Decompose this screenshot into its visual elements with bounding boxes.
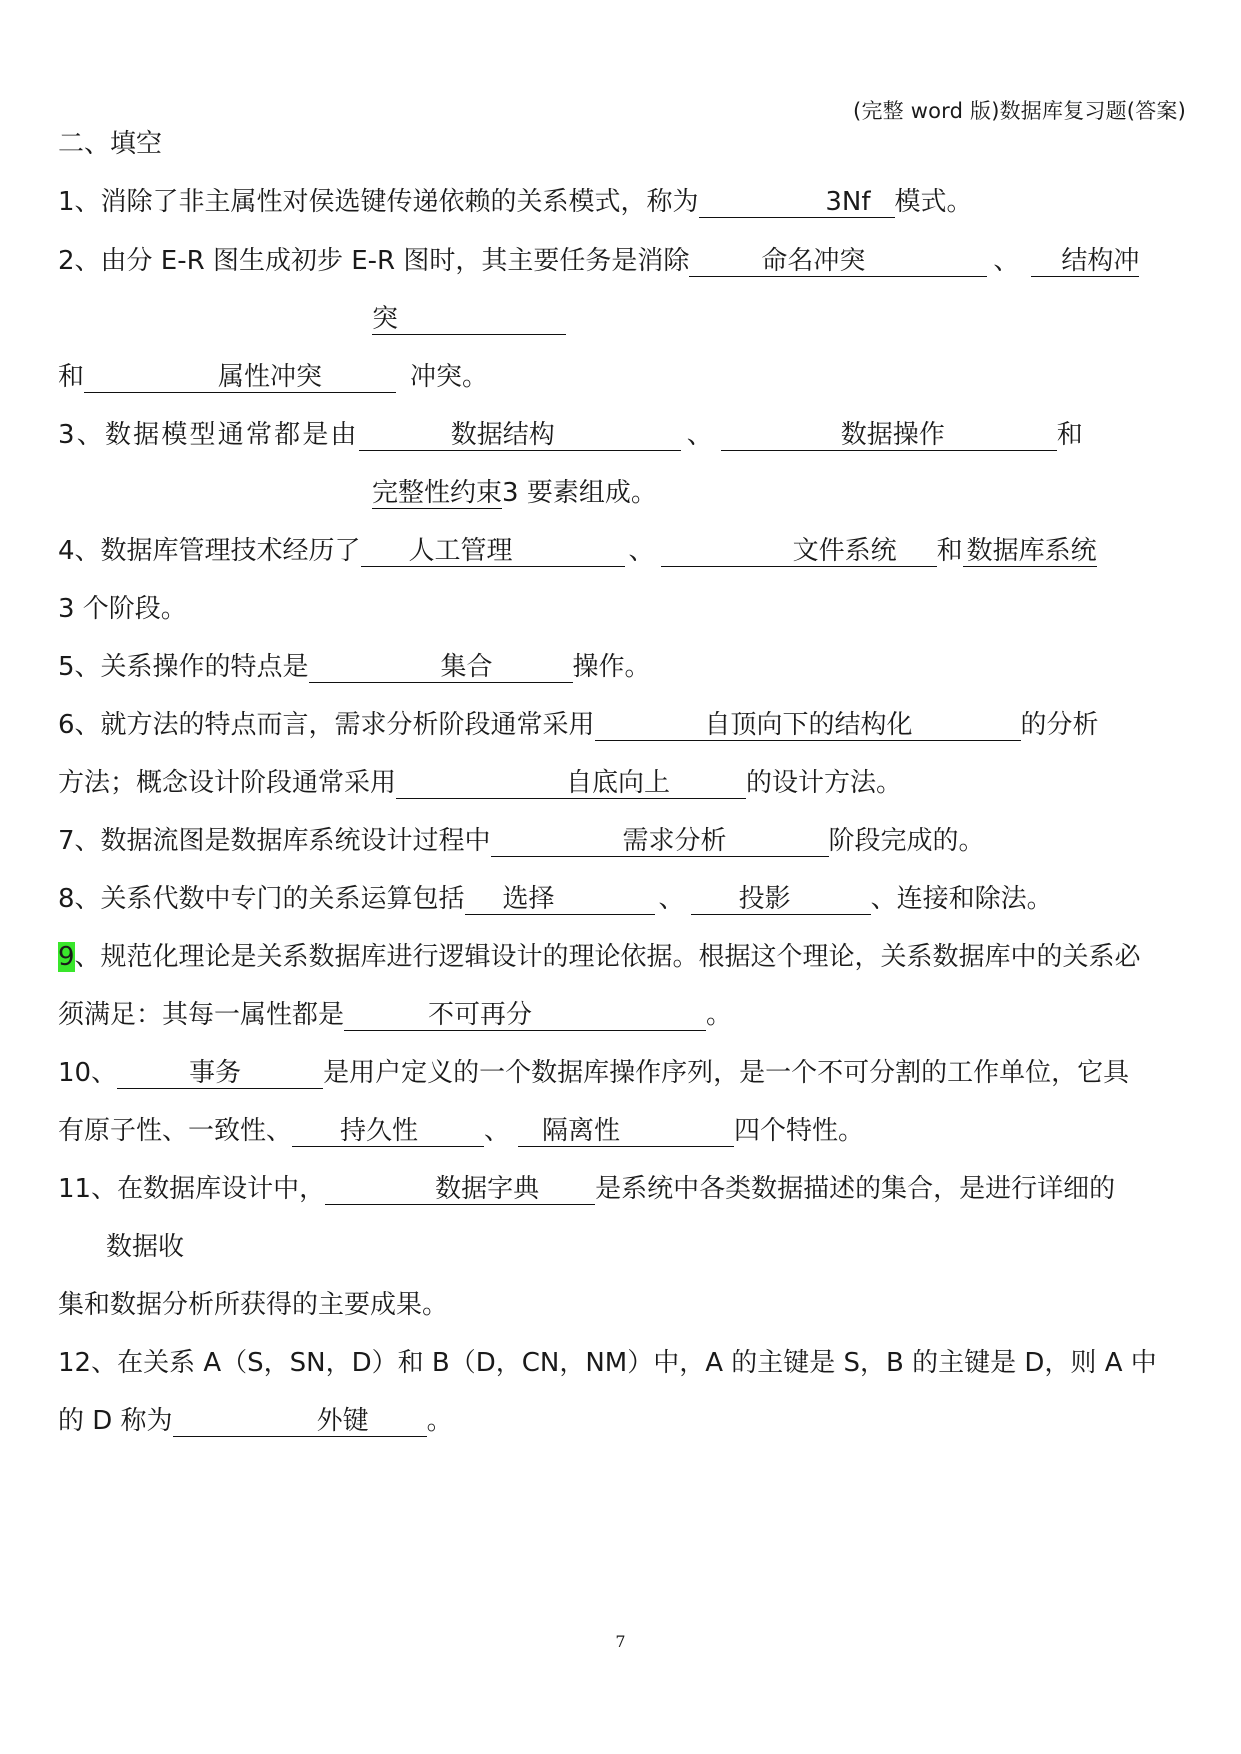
question-2-cont [372, 302, 566, 336]
question-1: 1、消除了非主属性对侯选键传递依赖的关系模式，称为 3Nf 模式。 [58, 187, 973, 217]
question-7: 7、数据流图是数据库系统设计过程中 需求分析 阶段完成的。 [58, 826, 985, 856]
section-title: 二、填空 [58, 129, 163, 159]
question-4: 4、数据库管理技术经历了 人工管理 、 文件系统 和 数据库系统 [58, 536, 1097, 566]
page-number: 7 [615, 1632, 626, 1651]
question-9-cont: 须满足：其每一属性都是 不可再分 。 [58, 1000, 733, 1030]
answer-blank: 数据库系统 [963, 536, 1097, 567]
answer-blank: 选择 [465, 884, 655, 915]
answer-blank: 完整性约束 [372, 478, 503, 508]
answer-blank: 自顶向下的结构化 [595, 710, 1021, 741]
question-8: 8、关系代数中专门的关系运算包括 选择 、 投影 、连接和除法。 [58, 884, 1053, 914]
answer-blank: 集合 [309, 652, 573, 683]
page-header: (完整 word 版)数据库复习题(答案) [853, 99, 1186, 123]
answer-blank: 数据结构 [359, 420, 681, 451]
answer-blank: 属性冲突 [84, 362, 396, 393]
answer-blank: 隔离性 [518, 1116, 734, 1147]
question-9: 9、规范化理论是关系数据库进行逻辑设计的理论依据。根据这个理论，关系数据库中的关系必 [58, 942, 1141, 972]
question-3-cont: 完整性约束3 要素组成。 [372, 478, 657, 508]
answer-blank: 数据字典 [325, 1174, 595, 1205]
question-6: 6、就方法的特点而言，需求分析阶段通常采用 自顶向下的结构化 的分析 [58, 710, 1099, 740]
question-3: 3、数据模型通常都是由 数据结构 、 数据操作 和 [58, 420, 1083, 450]
answer-blank: 投影 [691, 884, 871, 915]
answer-blank: 自底向上 [396, 768, 746, 799]
answer-blank: 不可再分 [344, 1000, 706, 1031]
answer-blank: 命名冲突 [689, 246, 987, 277]
question-10-cont: 有原子性、一致性、 持久性 、 隔离性 四个特性。 [58, 1116, 865, 1146]
answer-blank: 突 [372, 304, 566, 335]
question-2-cont2: 和 属性冲突 冲突。 [58, 362, 489, 392]
question-10: 10、 事务 是用户定义的一个数据库操作序列，是一个不可分割的工作单位，它具 [58, 1058, 1130, 1088]
question-11-cont2: 集和数据分析所获得的主要成果。 [58, 1290, 449, 1320]
answer-blank: 数据操作 [721, 420, 1057, 451]
answer-blank: 需求分析 [491, 826, 829, 857]
answer-blank: 3Nf [699, 187, 895, 218]
answer-blank: 人工管理 [361, 536, 625, 567]
answer-blank: 事务 [117, 1058, 323, 1089]
answer-blank: 持久性 [292, 1116, 484, 1147]
answer-blank: 文件系统 [661, 536, 937, 567]
question-4-cont: 3 个阶段。 [58, 594, 187, 624]
highlight-marker: 9 [58, 942, 75, 972]
question-12-cont: 的 D 称为 外键 。 [58, 1406, 453, 1436]
question-11: 11、在数据库设计中， 数据字典 是系统中各类数据描述的集合，是进行详细的 [58, 1174, 1116, 1204]
question-2: 2、由分 E-R 图生成初步 E-R 图时，其主要任务是消除 命名冲突 、 结构冲 [58, 246, 1140, 276]
question-11-cont: 数据收 [106, 1232, 185, 1262]
question-6-cont: 方法；概念设计阶段通常采用 自底向上 的设计方法。 [58, 768, 903, 798]
question-12: 12、在关系 A（S，SN，D）和 B（D，CN，NM）中，A 的主键是 S，B 的主键是 D，则 A 中 [58, 1348, 1157, 1378]
answer-blank: 结构冲 [1031, 246, 1139, 277]
question-5: 5、关系操作的特点是 集合 操作。 [58, 652, 651, 682]
answer-blank: 外键 [173, 1406, 427, 1437]
